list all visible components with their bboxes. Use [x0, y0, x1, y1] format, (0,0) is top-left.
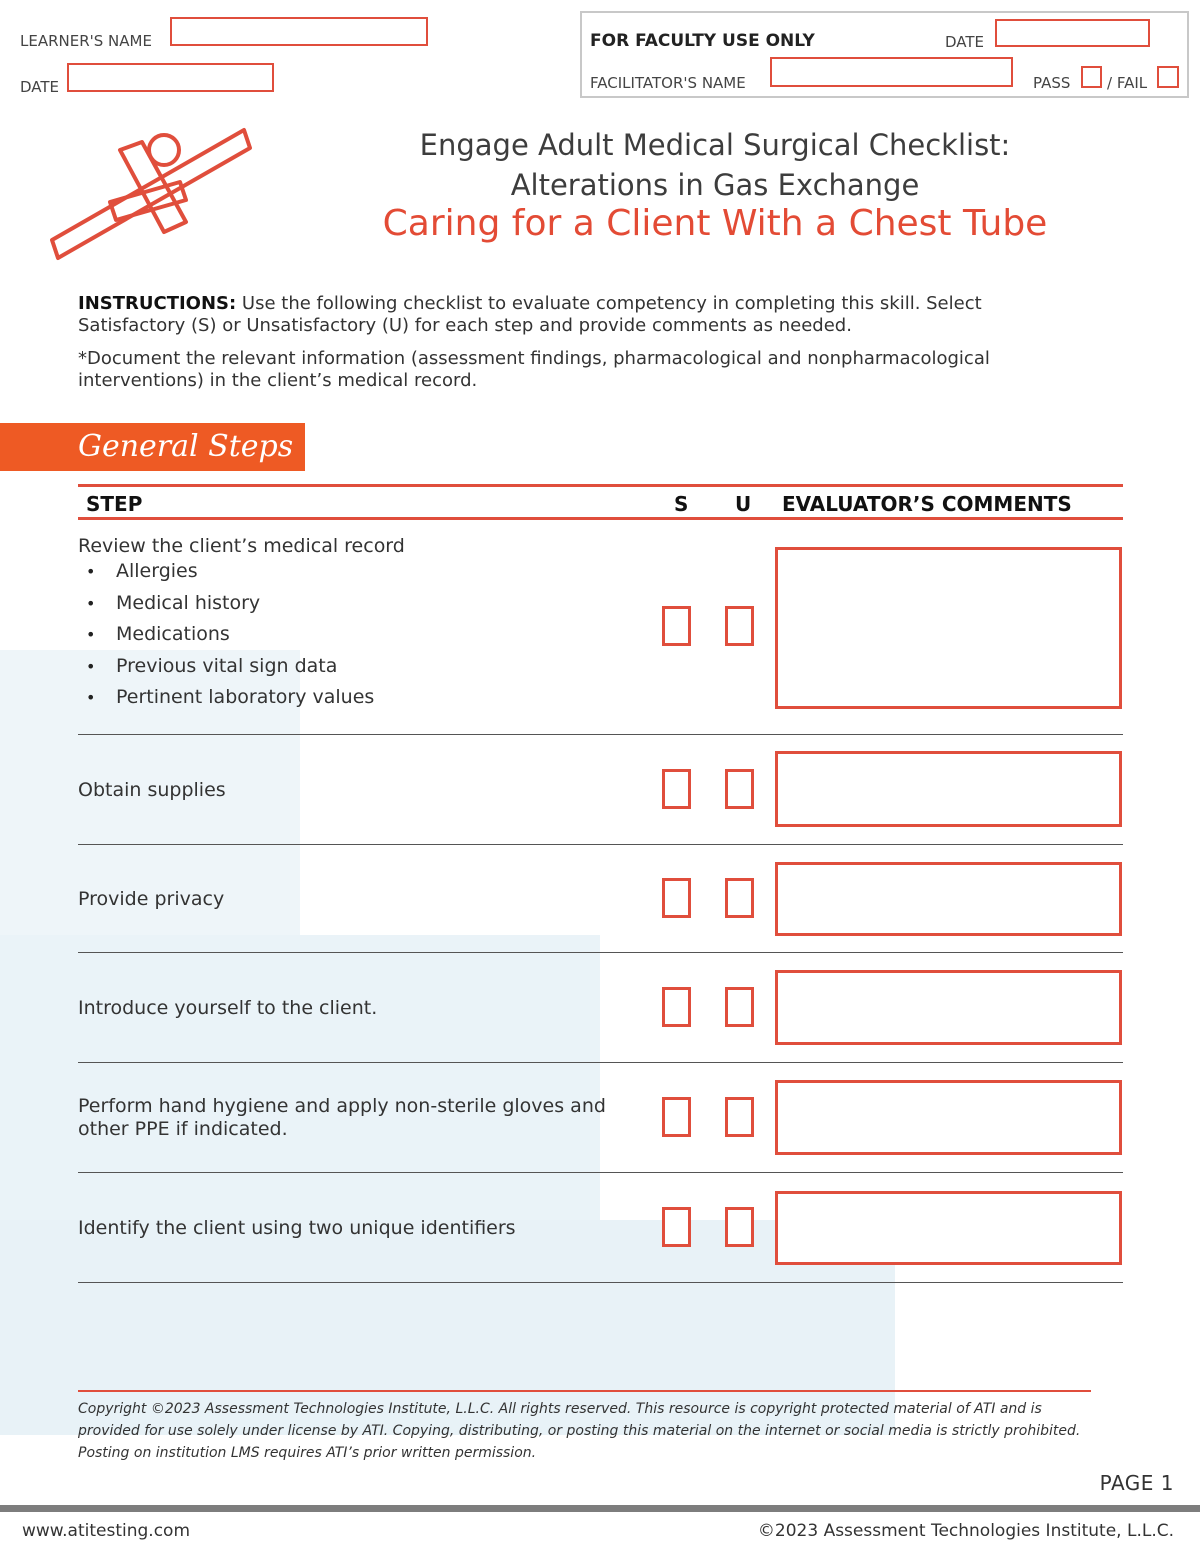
fail-label: / FAIL	[1107, 74, 1148, 92]
evaluator-comments-field[interactable]	[775, 1191, 1122, 1265]
pass-label: PASS	[1033, 74, 1071, 92]
satisfactory-checkbox[interactable]	[662, 769, 691, 809]
list-item: • Medications	[78, 619, 374, 651]
table-row	[78, 1063, 1123, 1173]
faculty-date-label: DATE	[945, 33, 985, 51]
instructions	[78, 293, 1068, 337]
ati-figure-logo	[44, 122, 284, 272]
documentation-note: *Document the relevant information (assessment findings, pharmacological and nonpharmacological interventions) in the client’s medical record.	[78, 348, 990, 391]
satisfactory-checkbox[interactable]	[662, 1207, 691, 1247]
list-item: • Allergies	[78, 556, 374, 588]
section-title: General Steps	[78, 429, 294, 464]
section-header	[0, 423, 305, 471]
date-label: DATE	[20, 78, 60, 96]
table-row	[78, 520, 1123, 735]
unsatisfactory-checkbox[interactable]	[725, 769, 754, 809]
satisfactory-checkbox[interactable]	[662, 1097, 691, 1137]
skill-title: Caring for a Client With a Chest Tube	[382, 203, 1048, 244]
step-text: Provide privacy	[78, 888, 225, 910]
checklist-subtitle: Alterations in Gas Exchange	[510, 168, 920, 202]
table-row	[78, 845, 1123, 953]
satisfactory-checkbox[interactable]	[662, 606, 691, 646]
table-row	[78, 953, 1123, 1063]
column-header-u: U	[735, 492, 752, 516]
column-header-step: STEP	[86, 492, 143, 516]
learners-name-label: LEARNER'S NAME	[20, 32, 152, 50]
unsatisfactory-checkbox[interactable]	[725, 1097, 754, 1137]
unsatisfactory-checkbox[interactable]	[725, 1207, 754, 1247]
step-text: Identify the client using two unique identifiers	[78, 1217, 516, 1239]
evaluator-comments-field[interactable]	[775, 751, 1122, 827]
step-text: Review the client’s medical record	[78, 535, 405, 557]
evaluator-comments-field[interactable]	[775, 862, 1122, 936]
evaluator-comments-field[interactable]	[775, 547, 1122, 709]
evaluator-comments-field[interactable]	[775, 1080, 1122, 1155]
page-number: PAGE 1	[1099, 1471, 1174, 1495]
date-field[interactable]	[67, 63, 274, 92]
instructions-lead: INSTRUCTIONS:	[78, 293, 237, 314]
step-text: Introduce yourself to the client.	[78, 997, 378, 1019]
checklist-title: Engage Adult Medical Surgical Checklist:	[419, 128, 1011, 162]
satisfactory-checkbox[interactable]	[662, 987, 691, 1027]
fail-checkbox[interactable]	[1157, 66, 1179, 88]
learners-name-field[interactable]	[170, 17, 428, 46]
unsatisfactory-checkbox[interactable]	[725, 878, 754, 918]
faculty-use-title: FOR FACULTY USE ONLY	[590, 31, 815, 51]
faculty-date-field[interactable]	[995, 19, 1150, 47]
column-header-s: S	[674, 492, 689, 516]
evaluator-comments-field[interactable]	[775, 970, 1122, 1045]
footer-divider	[0, 1505, 1200, 1512]
footer-company: ©2023 Assessment Technologies Institute, L.L.C.	[757, 1521, 1174, 1541]
step-text: Obtain supplies	[78, 779, 226, 801]
step-bullet-list	[78, 556, 374, 714]
step-text: Perform hand hygiene and apply non-sterile gloves and other PPE if indicated.	[78, 1095, 606, 1140]
website-link[interactable]: www.atitesting.com	[22, 1521, 191, 1541]
table-row	[78, 735, 1123, 845]
facilitators-name-label: FACILITATOR'S NAME	[590, 74, 746, 92]
column-header-comments: EVALUATOR’S COMMENTS	[782, 492, 1072, 516]
list-item: • Medical history	[78, 588, 374, 620]
table-header	[78, 484, 1123, 520]
unsatisfactory-checkbox[interactable]	[725, 606, 754, 646]
list-item: • Previous vital sign data	[78, 651, 374, 683]
list-item: • Pertinent laboratory values	[78, 682, 374, 714]
facilitators-name-field[interactable]	[770, 57, 1013, 87]
instructions-text: Use the following checklist to evaluate competency in completing this skill. Select Satisfactory (S) or Unsatisfactory (U) for each step and provide comments as needed.	[78, 293, 982, 336]
pass-checkbox[interactable]	[1081, 66, 1102, 88]
table-row	[78, 1173, 1123, 1283]
satisfactory-checkbox[interactable]	[662, 878, 691, 918]
unsatisfactory-checkbox[interactable]	[725, 987, 754, 1027]
copyright-notice: Copyright ©2023 Assessment Technologies Institute, L.L.C. All rights reserved. This resource is copyright protected material of ATI and is provided for use solely under license by ATI. Copying, distributing, or posting this material on the internet or social media is strictly prohibited. Posting on institution LMS requires ATI’s prior written permission.	[78, 1390, 1091, 1464]
